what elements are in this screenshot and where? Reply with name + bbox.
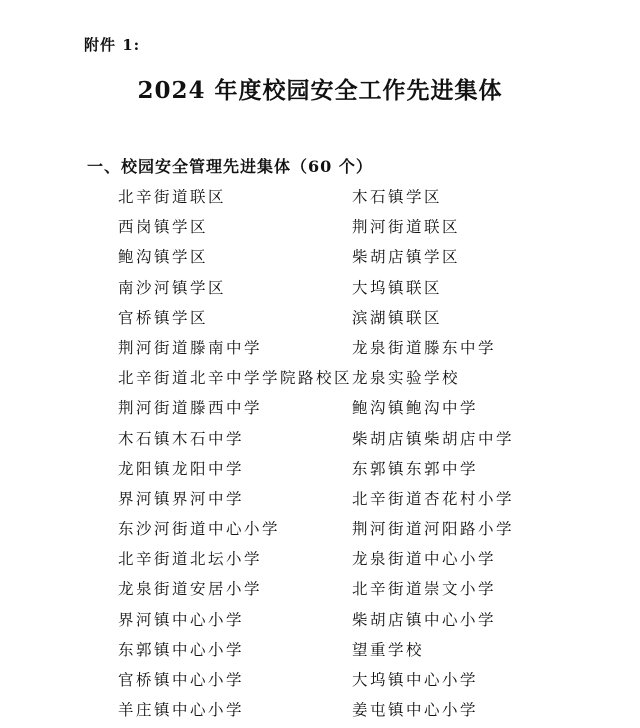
list-item-right: 姜屯镇中心小学 bbox=[352, 701, 479, 720]
list-item-right: 北辛街道崇文小学 bbox=[352, 580, 497, 599]
honoree-list bbox=[0, 182, 640, 725]
list-item-left: 北辛街道北坛小学 bbox=[118, 550, 263, 569]
list-item-left: 东沙河街道中心小学 bbox=[118, 520, 281, 539]
list-item-left: 官桥镇中心小学 bbox=[118, 671, 245, 689]
list-row bbox=[0, 635, 640, 665]
section-heading: 一、校园安全管理先进集体（60 个） bbox=[87, 157, 373, 176]
list-item-right: 大坞镇中心小学 bbox=[352, 671, 479, 689]
list-item-left: 龙阳镇龙阳中学 bbox=[118, 459, 245, 478]
list-item-left: 官桥镇学区 bbox=[118, 308, 209, 327]
list-row bbox=[0, 212, 640, 242]
list-item-left: 龙泉街道安居小学 bbox=[118, 580, 263, 599]
list-item-right: 东郭镇东郭中学 bbox=[352, 459, 479, 478]
list-item-right: 滨湖镇联区 bbox=[352, 308, 443, 327]
list-row bbox=[0, 333, 640, 363]
list-row bbox=[0, 665, 640, 695]
list-item-right: 望重学校 bbox=[352, 640, 425, 659]
annex-label: 附件 1: bbox=[84, 36, 141, 54]
list-item-left: 木石镇木石中学 bbox=[118, 429, 245, 448]
list-item-right: 龙泉街道滕东中学 bbox=[352, 338, 497, 357]
list-item-right: 柴胡店镇中心小学 bbox=[352, 610, 497, 629]
list-item-left: 东郭镇中心小学 bbox=[118, 640, 245, 659]
list-row bbox=[0, 303, 640, 333]
list-row bbox=[0, 182, 640, 212]
list-item-left: 北辛街道联区 bbox=[118, 188, 227, 206]
list-item-right: 大坞镇联区 bbox=[352, 278, 443, 297]
list-item-left: 界河镇界河中学 bbox=[118, 489, 245, 508]
list-row bbox=[0, 363, 640, 393]
list-item-right: 荆河街道联区 bbox=[352, 218, 461, 237]
list-row bbox=[0, 242, 640, 272]
list-row bbox=[0, 454, 640, 484]
list-item-left: 界河镇中心小学 bbox=[118, 610, 245, 629]
list-row bbox=[0, 393, 640, 423]
list-row bbox=[0, 605, 640, 635]
list-item-left: 南沙河镇学区 bbox=[118, 278, 227, 297]
list-item-right: 龙泉街道中心小学 bbox=[352, 550, 497, 569]
list-row bbox=[0, 484, 640, 514]
list-row bbox=[0, 695, 640, 725]
list-item-left: 鲍沟镇学区 bbox=[118, 248, 209, 267]
list-item-right: 荆河街道河阳路小学 bbox=[352, 520, 515, 539]
list-row bbox=[0, 514, 640, 544]
list-item-right: 鲍沟镇鲍沟中学 bbox=[352, 399, 479, 418]
list-item-right: 木石镇学区 bbox=[352, 188, 443, 206]
list-row bbox=[0, 424, 640, 454]
list-item-right: 龙泉实验学校 bbox=[352, 369, 461, 388]
list-item-left: 北辛街道北辛中学学院路校区 bbox=[118, 369, 353, 388]
list-row bbox=[0, 544, 640, 574]
list-item-right: 柴胡店镇学区 bbox=[352, 248, 461, 267]
list-row bbox=[0, 574, 640, 604]
list-item-left: 荆河街道滕西中学 bbox=[118, 399, 263, 418]
page-title: 2024 年度校园安全工作先进集体 bbox=[137, 77, 503, 104]
list-item-right: 柴胡店镇柴胡店中学 bbox=[352, 429, 515, 448]
list-item-left: 西岗镇学区 bbox=[118, 218, 209, 237]
list-item-right: 北辛街道杏花村小学 bbox=[352, 489, 515, 508]
list-item-left: 羊庄镇中心小学 bbox=[118, 701, 245, 720]
list-item-left: 荆河街道滕南中学 bbox=[118, 338, 263, 357]
list-row bbox=[0, 273, 640, 303]
